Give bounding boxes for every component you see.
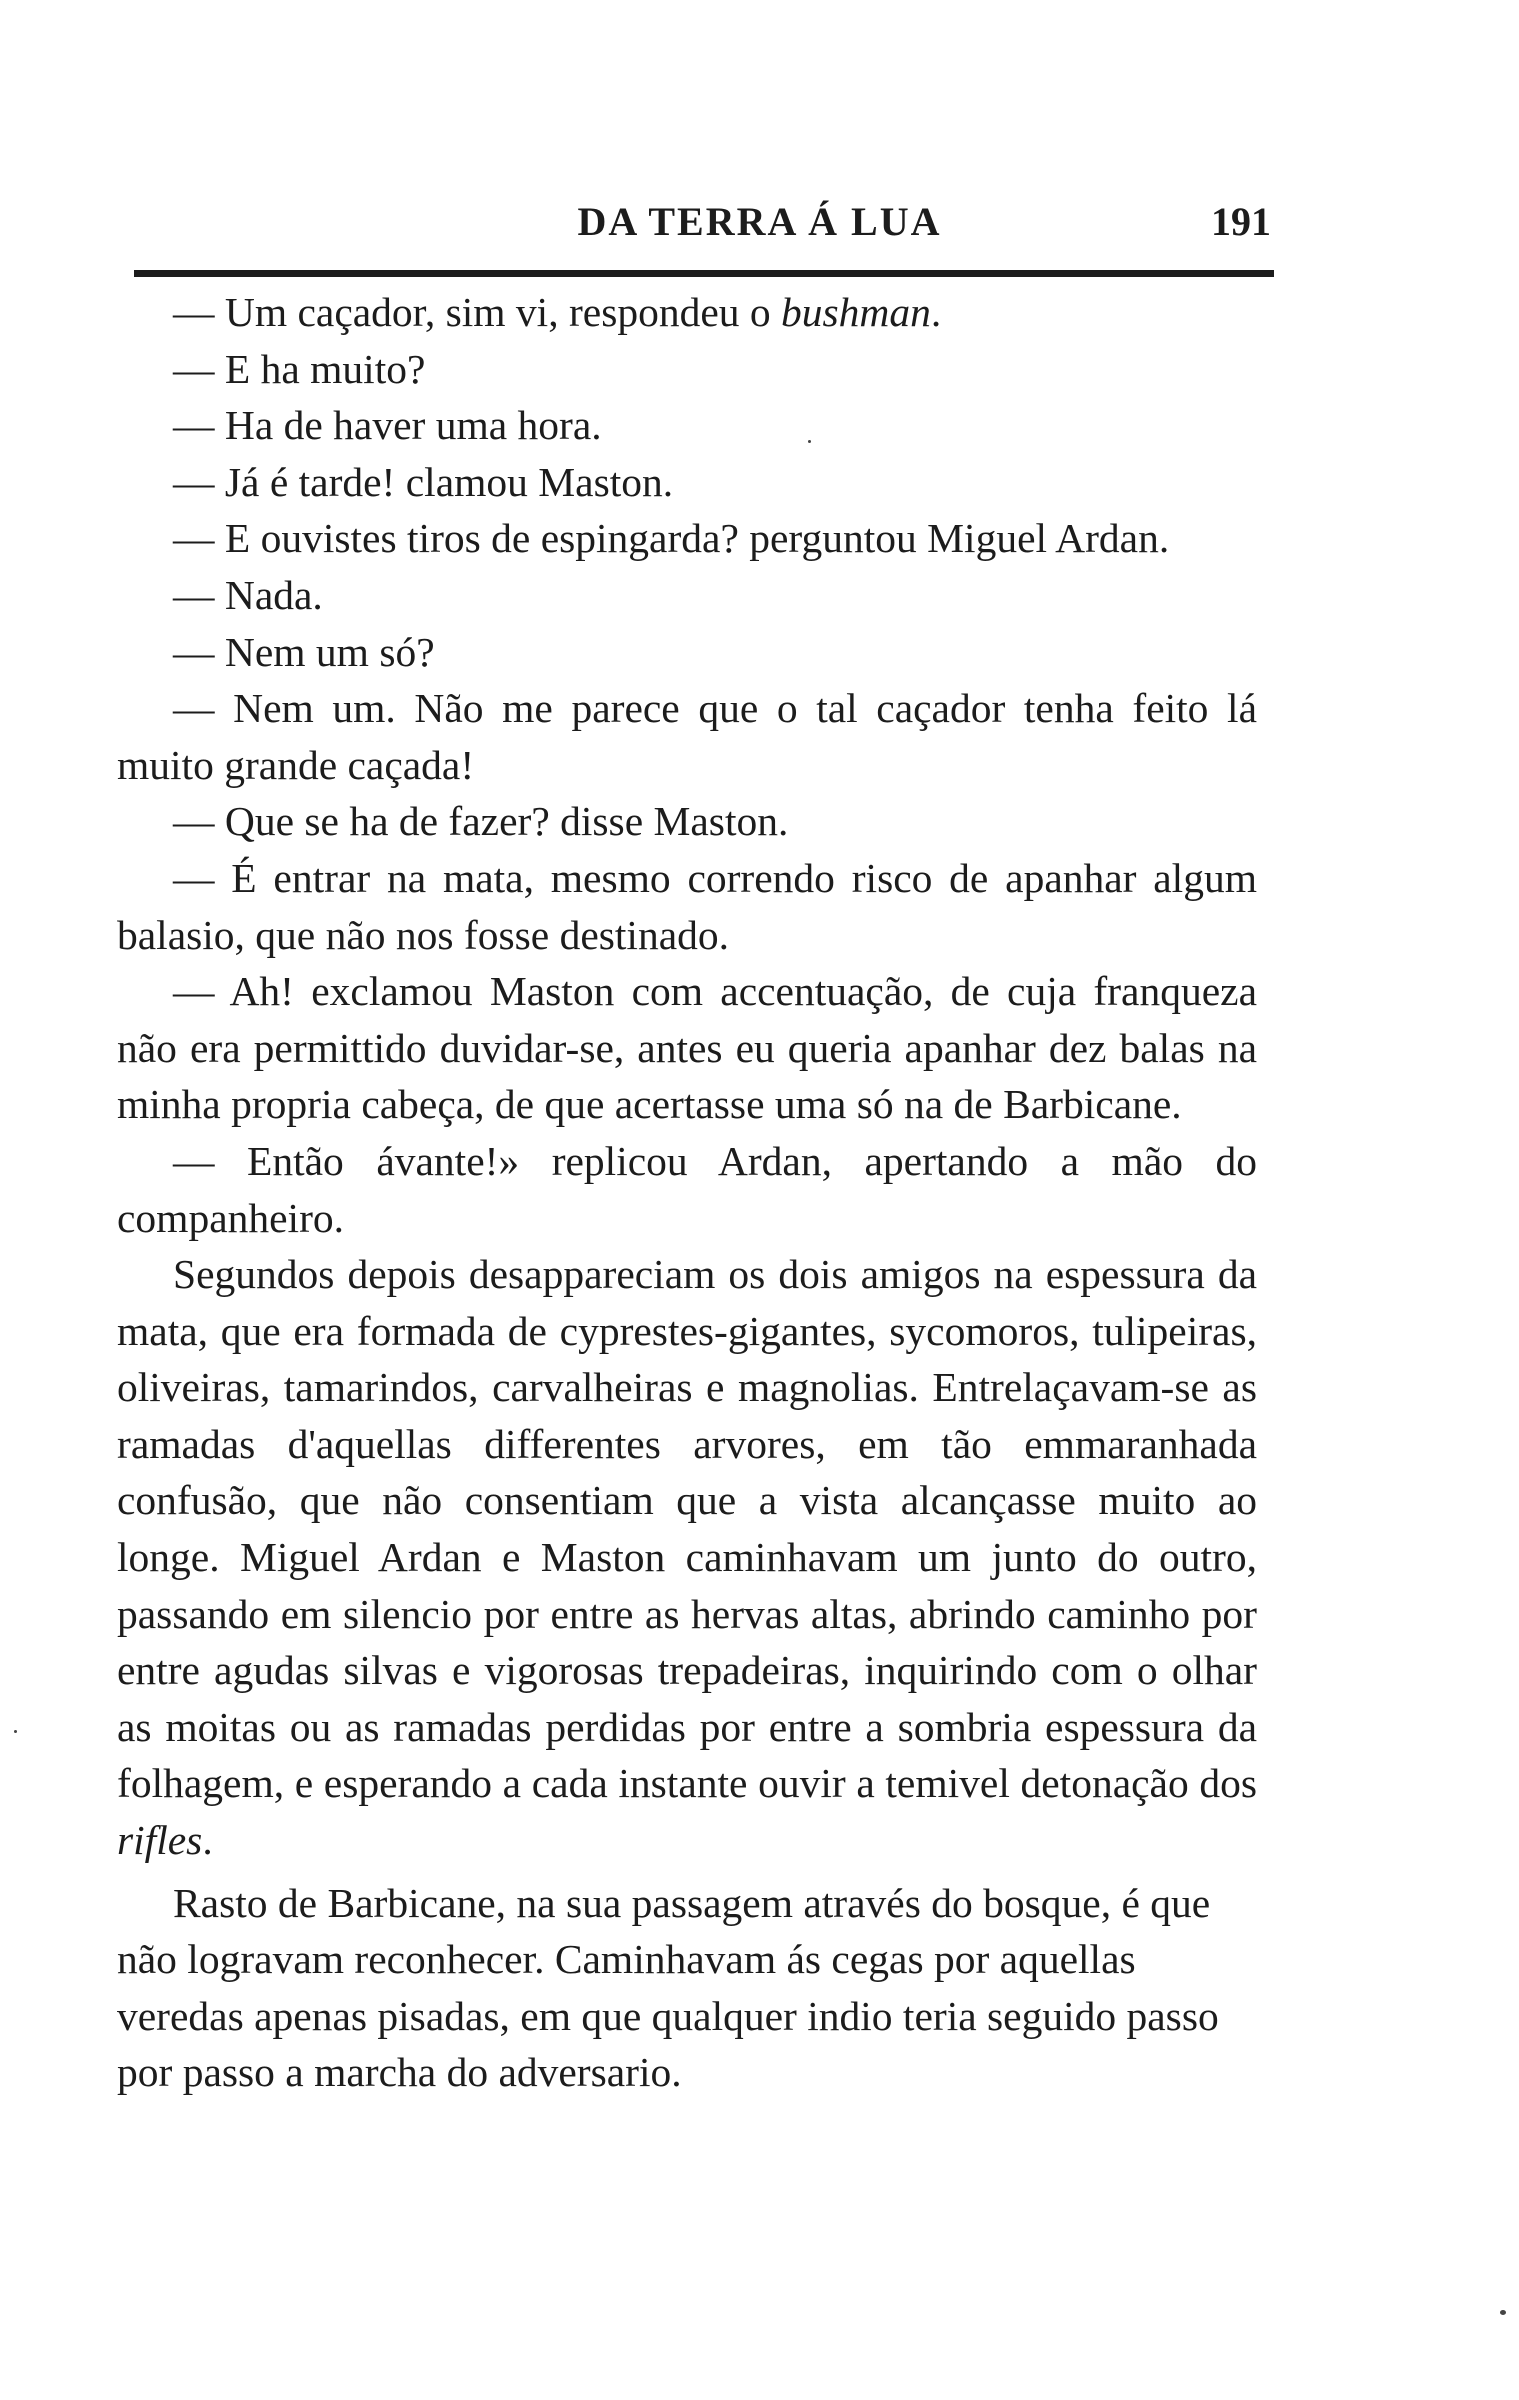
page-number: 191	[1211, 199, 1271, 244]
dialogue-line: — Que se ha de fazer? disse Maston.	[173, 798, 789, 845]
dialogue-line: — Então ávante!» replicou Ardan, apertando a mão do companheiro.	[117, 1137, 1257, 1241]
dialogue-line: — Nem um só?	[173, 628, 435, 675]
dialogue-line: — E ouvistes tiros de espingarda? perguntou Miguel Ardan.	[173, 515, 1170, 562]
dialogue-line: — Já é tarde! clamou Maston.	[173, 458, 674, 505]
body-text	[117, 284, 1257, 2101]
running-title: DA TERRA Á LUA	[577, 199, 942, 244]
narrative-paragraph	[117, 1246, 1257, 1869]
dialogue-line: — Nem um. Não me parece que o tal caçador tenha feito lá muito grande caçada!	[117, 685, 1257, 788]
print-speck	[1500, 2310, 1506, 2315]
punctuation: .	[930, 289, 942, 335]
print-speck	[808, 440, 811, 443]
dialogue-line: — Ha de haver uma hora.	[173, 402, 602, 449]
header-rule	[134, 270, 1274, 277]
punctuation: .	[202, 1817, 213, 1864]
dialogue-line: — E ha muito?	[173, 345, 426, 392]
narrative-text: Segundos depois desappareciam os dois amigos na espessura da mata, que era formada de cyprestes-gigantes, sycomoros, tulipeiras, oliveiras, tamarindos, carvalheiras e magnolias. Entrelaçavam-se as ramadas d'aquellas differentes arvores, em tão emmaranhada confusão, que não consentiam que a vista alcançasse muito ao longe. Miguel Ardan e Maston caminhavam um junto do outro, passando em silencio por entre as hervas altas, abrindo caminho por entre agudas silvas e vigorosas trepadeiras, inquirindo com o olhar as moitas ou as ramadas perdidas por entre a sombria espessura da folhagem, e esperando a cada instante ouvir a temivel detonação dos	[117, 1251, 1257, 1807]
dialogue-line: — Nada.	[173, 571, 323, 618]
narrative-paragraph: Rasto de Barbicane, na sua passagem através do bosque, é que não logravam reconhecer. Caminhavam ás cegas por aquellas veredas apenas pisadas, em que qualquer indio teria seguido passo por passo a marcha do adversario.	[117, 1879, 1219, 2096]
dialogue-line: — Ah! exclamou Maston com accentuação, de cuja franqueza não era permittido duvidar-se, antes eu queria apanhar dez balas na minha propria cabeça, de que acertasse uma só na de Barbicane.	[117, 968, 1257, 1128]
dialogue-line	[117, 284, 1257, 341]
dialogue-line-text: — Um caçador, sim vi, respondeu o	[173, 289, 782, 335]
italic-word: bushman	[781, 289, 931, 335]
print-speck	[14, 1730, 17, 1733]
italic-word: rifles	[117, 1817, 203, 1864]
dialogue-line: — É entrar na mata, mesmo correndo risco de apanhar algum balasio, que não nos fosse destinado.	[117, 854, 1257, 958]
